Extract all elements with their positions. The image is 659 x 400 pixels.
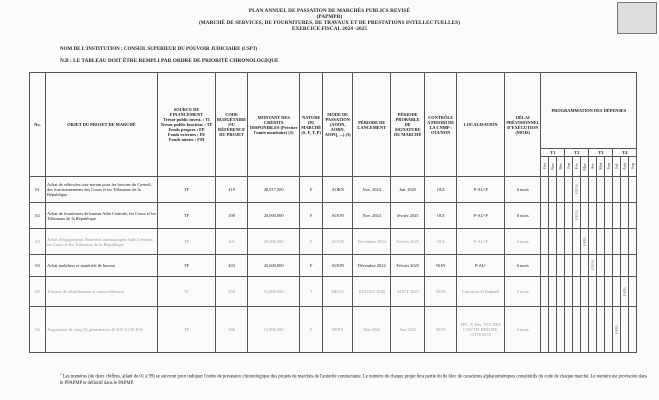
month: Oct [541,157,549,177]
table-row: 04 Achat mobiliers et matériels de bureau TF 403 45,600,000 F AOON Décembre 2024 Février 2025 NON P-AU- 6 mois 100 % [30,255,637,277]
programming-value: 100% [581,229,589,255]
col-no: No. [30,73,46,177]
col-signature: PÉRIODE PROBABLE DE SIGNATURE DU MARCHÉ [391,73,425,177]
col-controle: CONTRÔLE A PRIORI DE LA CNMP : OUI/NON [425,73,457,177]
col-objet: OBJET DU PROJET DE MARCHÉ [46,73,158,177]
document-subtitle: (MARCHÉ DE SERVICES, DE FOURNITURES, DE TRAVAUX ET DE PRESTATIONS INTELLECTUELLES) [198,20,461,26]
header-row [30,73,637,149]
col-programmation: PROGRAMMATION DES DÉPENSES [541,73,637,149]
month: Fév [573,157,581,177]
document-title: PLAN ANNUEL DE PASSATION DE MARCHÉS PUBLICS REVISÉ [248,8,411,14]
quarter-t4: T4 [613,149,637,157]
quarter-t2: T2 [565,149,589,157]
table-row: 01 Achat de véhicules tout-terrain pour les besoins du Conseil, des fonctionnements des Cours et les Tribunaux de la République TF 410 48,917,500 F AORN Nov. 2024 Jan. 2025 OUI P-AU-P 6 mois 100 % [30,177,637,203]
programming-value: 100 % [573,203,581,229]
col-mode: MODE DE PASSATION (AOON, AORN, AOPQ, ...) (3) [323,73,353,177]
programming-value: 100% [621,277,629,307]
col-montant: MONTANT DES CRÉDITS DISPONIBLES (Préciser l'unité monétaire) (1) [248,73,300,177]
table-row: 06 Acquisition de cinq (5) génératrices 40 KW (i) 60 KW TF 386 12,900,000 F DEPX Mai 2025 Juin 2025 NON TPI : X Des, TPX DEL CAP/TPI HINCHE, COTEAUX 6 mois 100% [30,307,637,353]
fiscal-year: EXERCICE FISCAL 2024 -2025 [291,26,368,32]
programming-value: 100 % [589,255,597,277]
col-code: CODE BUDGÉTAIRE OU RÉFÉRENCE DU PROJET [216,73,248,177]
month: Avr [589,157,597,177]
table-row: 02 Achat de fournitures de bureau Adm Centrale, les Cours et les Tribunaux de la République TF 390 20,000,000 F AOON Nov. 2024 février 2025 OUI P-AU-P 8 mois 100 % [30,203,637,229]
table-row: 05 Travaux de réhabilitation et renouvellement TI 256 15,000,000 T DECO JUILLET 2025 AOUT 2025 NON Carrefour Si Raphaël 3 mois 100% [30,277,637,307]
month: Déc [557,157,565,177]
col-lancement: PÉRIODE DE LANCEMENT [353,73,391,177]
month: Jul [613,157,621,177]
quarter-t1: T1 [541,149,565,157]
col-localisation: LOCALISATION [457,73,505,177]
institution-line: NOM DE L'INSTITUTION : CONSEIL SUPERIEUR DU POUVOIR JUDICIAIRE (CSPJ) [60,47,258,52]
document-acronym: (PAPMPR) [316,14,343,20]
month: Aoû [621,157,629,177]
table-row: 03 Achat d'équipements Matériels informatiques Adm Centrale, les Cours et les Tribunaux de la République TF 401 45,000,000 F AOON Novembre 2024 Février 2025 OUI P-AU-P 6 mois 100% [30,229,637,255]
nb-line: N.B : LE TABLEAU DOIT ÊTRE REMPLI PAR ORDRE DE PRIORITÉ CHRONOLOGIQUE [60,58,279,64]
month: Jan [565,157,573,177]
procurement-table [29,72,637,353]
month: Mai [597,157,605,177]
programming-value: 100% [613,307,621,353]
month: Sep [629,157,637,177]
col-delai: DÉLAI PRÉVISIONNEL D'EXÉCUTION (MOIS) [505,73,541,177]
col-source: SOURCE DE FINANCEMENT Trésor public invest. : TI Trésor public fonction. : TF Fonds propres : FP Fonds externes : FE Fonds mixtes : FM [158,73,216,177]
month: Nov [549,157,557,177]
footnote: $^1$ Les numéros (de deux chiffres, allant de 01 à 99) se suivront pour indiquer l'ordre de préséance chronologique des projets de marchés de l'autorité contractante. Le numéro de chaque projet fera partie du 6e bloc de caractères alphanumériques constitutifs du code de chaque marché. Le numéro est provisoire dans le PPAPMP et définitif dans le PAPMP. [60,372,648,386]
quarter-t3: T3 [589,149,613,157]
col-nature: NATURE DU MARCHÉ (S, F, T, P) [300,73,323,177]
programming-value: 100 % [573,177,581,203]
month: Jun [605,157,613,177]
month: Mar [581,157,589,177]
